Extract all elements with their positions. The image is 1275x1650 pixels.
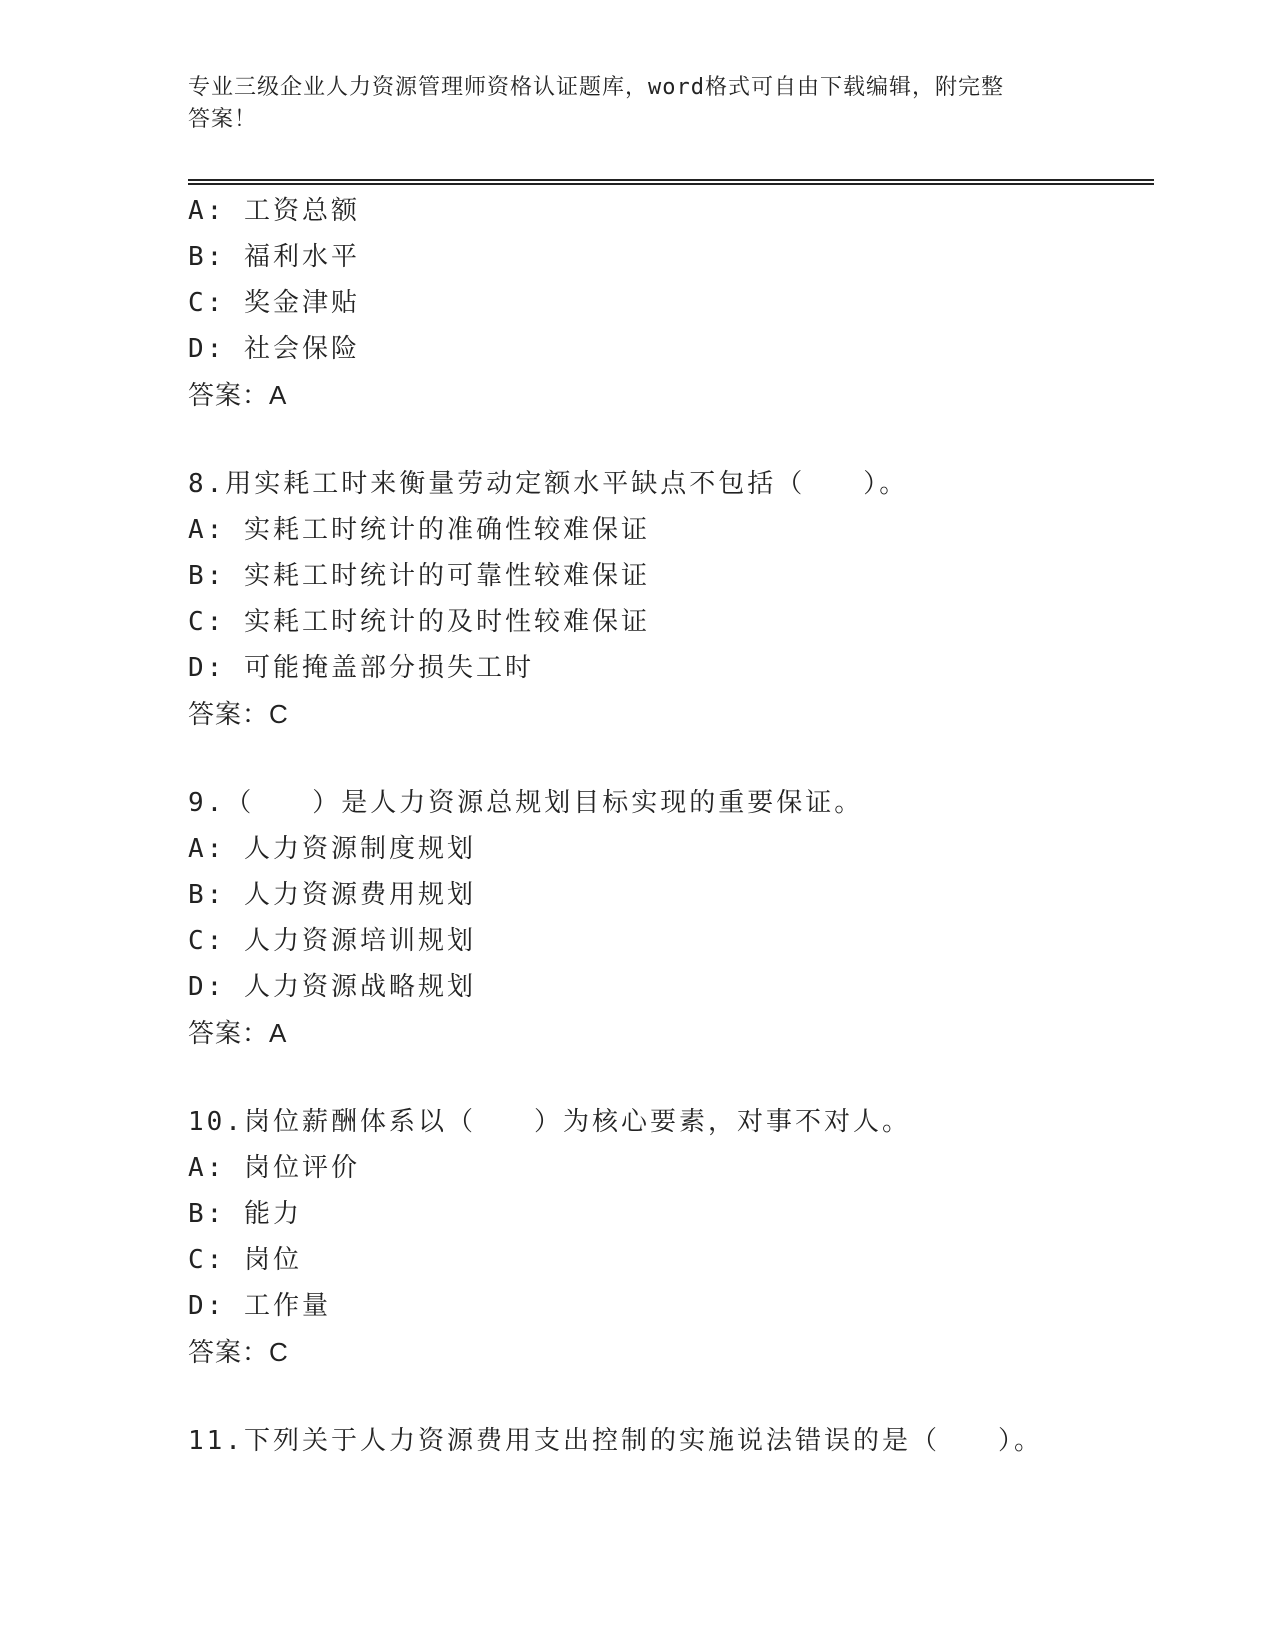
- option-c: C: 人力资源培训规划: [188, 926, 476, 956]
- question-stem: 9.（ ）是人力资源总规划目标实现的重要保证。: [188, 788, 864, 818]
- option-c: C: 奖金津贴: [188, 288, 360, 318]
- option-b: B: 福利水平: [188, 242, 360, 272]
- question-block-prev: [188, 188, 1148, 418]
- option-d: D: 人力资源战略规划: [188, 972, 476, 1002]
- option-b: B: 实耗工时统计的可靠性较难保证: [188, 561, 650, 591]
- answer-line: 答案：A: [188, 380, 288, 410]
- header-line-1: 专业三级企业人力资源管理师资格认证题库，word格式可自由下载编辑，附完整: [188, 75, 1004, 100]
- header-line-2: 答案！: [188, 107, 258, 132]
- header-divider-bottom: [188, 183, 1154, 185]
- option-c: C: 实耗工时统计的及时性较难保证: [188, 607, 650, 637]
- option-d: D: 可能掩盖部分损失工时: [188, 653, 534, 683]
- question-block-8: [188, 461, 1148, 737]
- option-b: B: 能力: [188, 1199, 302, 1229]
- question-stem: 11.下列关于人力资源费用支出控制的实施说法错误的是（ ）。: [188, 1426, 1043, 1456]
- answer-line: 答案：C: [188, 1337, 289, 1367]
- option-a: A: 岗位评价: [188, 1153, 360, 1183]
- option-b: B: 人力资源费用规划: [188, 880, 476, 910]
- option-a: A: 工资总额: [188, 196, 360, 226]
- option-a: A: 实耗工时统计的准确性较难保证: [188, 515, 650, 545]
- document-header-note: [188, 72, 1088, 136]
- question-block-9: [188, 780, 1148, 1056]
- header-divider-top: [188, 179, 1154, 181]
- option-a: A: 人力资源制度规划: [188, 834, 476, 864]
- option-c: C: 岗位: [188, 1245, 302, 1275]
- question-stem: 8.用实耗工时来衡量劳动定额水平缺点不包括（ ）。: [188, 469, 909, 499]
- option-d: D: 工作量: [188, 1291, 331, 1321]
- question-list: [188, 188, 1148, 1464]
- answer-line: 答案：A: [188, 1018, 288, 1048]
- question-stem: 10.岗位薪酬体系以（ ）为核心要素，对事不对人。: [188, 1107, 911, 1137]
- answer-line: 答案：C: [188, 699, 289, 729]
- option-d: D: 社会保险: [188, 334, 360, 364]
- question-block-11: [188, 1418, 1148, 1464]
- question-block-10: [188, 1099, 1148, 1375]
